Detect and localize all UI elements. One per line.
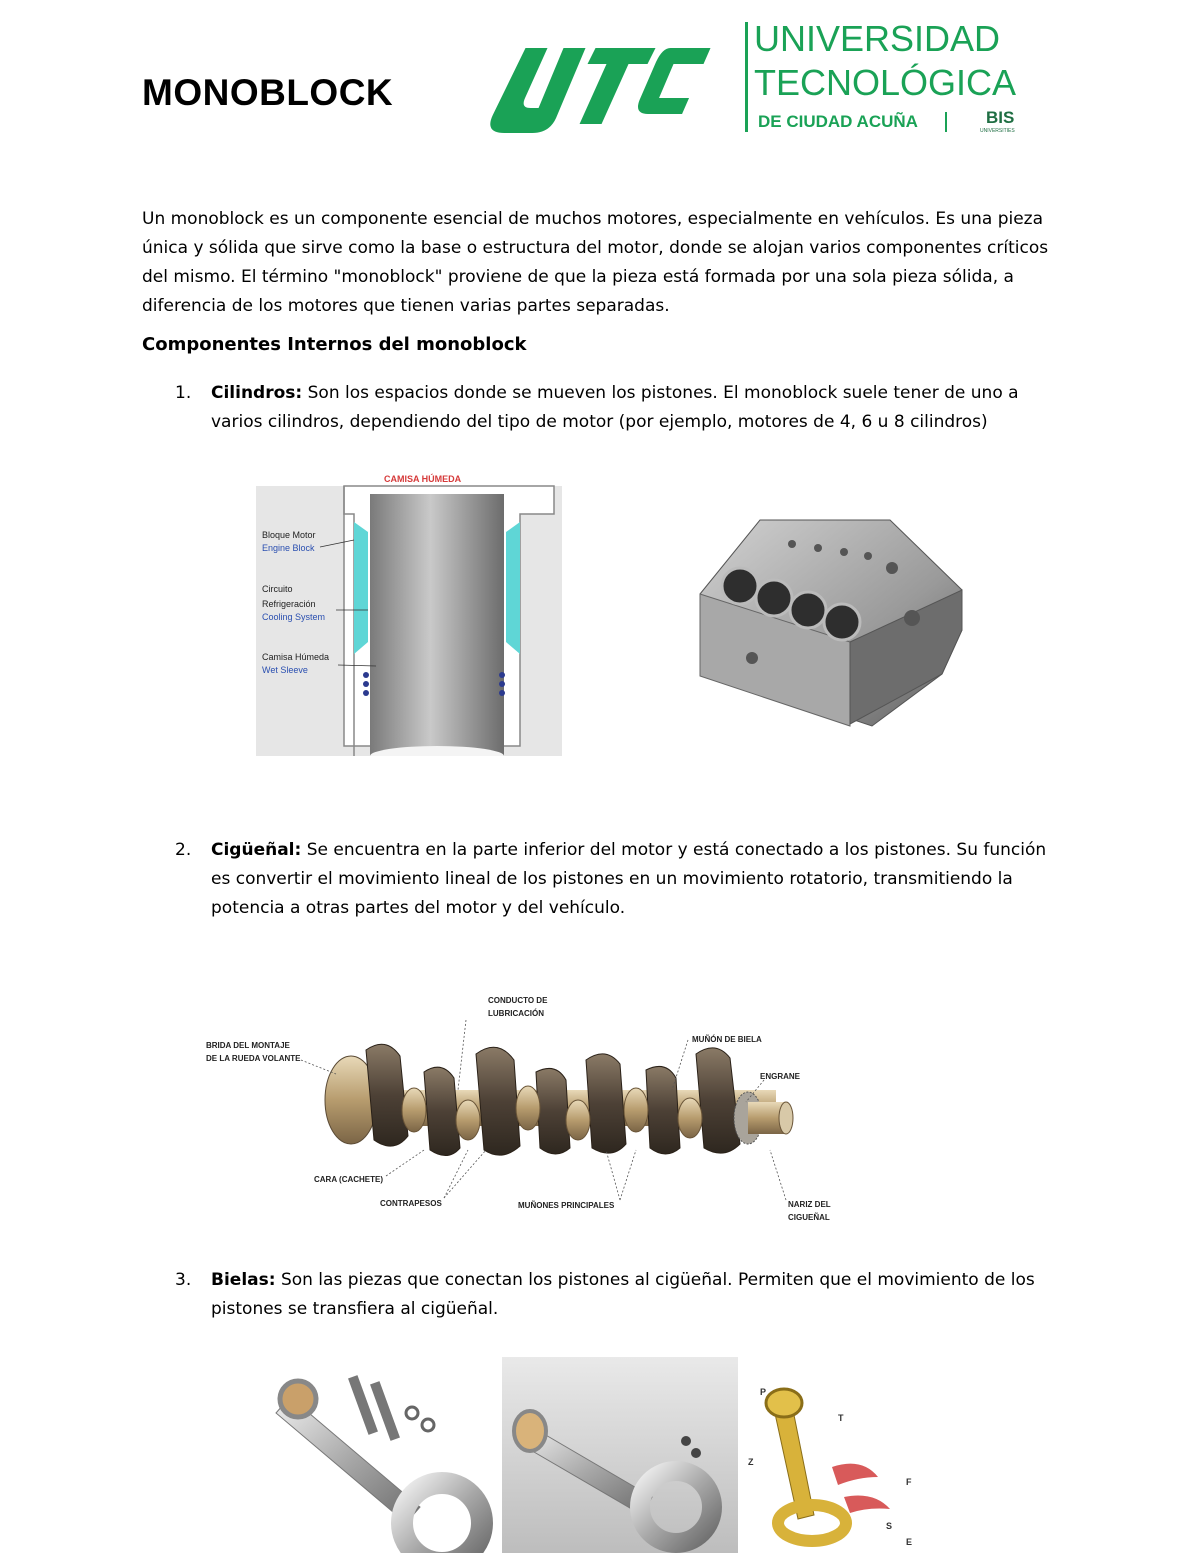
crank-nose-2: CIGUEÑAL bbox=[788, 1213, 830, 1222]
sleeve-wet-en: Wet Sleeve bbox=[262, 665, 308, 675]
rod-label-f: F bbox=[906, 1477, 912, 1487]
intro-paragraph: Un monoblock es un componente esencial de muchos motores, especialmente en vehículos. Es una pieza única y sólida que sirve como la base o estructura del motor, donde se alojan varios componentes críticos del mismo. El término "monoblock" proviene de que la pieza está formada por una sola pieza sólida, a diferencia de los motores que tienen varias partes separadas. bbox=[142, 209, 1049, 316]
sleeve-block-en: Engine Block bbox=[262, 543, 315, 553]
list-number: 3. bbox=[175, 1270, 192, 1290]
list-number: 2. bbox=[175, 840, 192, 860]
crankshaft-diagram bbox=[196, 990, 846, 1230]
section-heading: Componentes Internos del monoblock bbox=[142, 334, 527, 355]
crank-mains: MUÑONES PRINCIPALES bbox=[518, 1201, 615, 1210]
sleeve-cool-es1: Circuito bbox=[262, 584, 293, 594]
crank-gear: ENGRANE bbox=[760, 1072, 801, 1081]
sleeve-wet-es: Camisa Húmeda bbox=[262, 652, 330, 662]
rod-label-z: Z bbox=[748, 1457, 754, 1467]
engine-block-image bbox=[692, 508, 972, 728]
rod-label-e: E bbox=[906, 1537, 913, 1547]
list-term: Cilindros: bbox=[211, 383, 303, 403]
rod-label-p: P bbox=[760, 1387, 767, 1397]
sleeve-block-es: Bloque Motor bbox=[262, 530, 316, 540]
crank-nose-1: NARIZ DEL bbox=[788, 1200, 831, 1209]
crank-conduct-1: CONDUCTO DE bbox=[488, 996, 548, 1005]
crank-counter: CONTRAPESOS bbox=[380, 1199, 442, 1208]
bis-badge: BIS bbox=[986, 108, 1015, 127]
logo-line-ciudad: DE CIUDAD ACUÑA bbox=[758, 112, 918, 131]
university-logo bbox=[488, 18, 1048, 138]
sleeve-cool-es2: Refrigeración bbox=[262, 599, 316, 609]
crank-flange-1: BRIDA DEL MONTAJE bbox=[206, 1041, 290, 1050]
bis-badge-sub: UNIVERSITIES bbox=[980, 128, 1015, 134]
crank-web: CARA (CACHETE) bbox=[314, 1175, 384, 1184]
list-term: Cigüeñal: bbox=[211, 840, 302, 860]
logo-line-universidad: UNIVERSIDAD bbox=[754, 18, 1001, 59]
list-item bbox=[175, 836, 1061, 923]
crank-conduct-2: LUBRICACIÓN bbox=[488, 1009, 544, 1018]
page-title: MONOBLOCK bbox=[142, 72, 394, 113]
connecting-rods-images bbox=[272, 1357, 932, 1553]
crank-pin: MUÑÓN DE BIELA bbox=[692, 1035, 762, 1044]
list-text: Se encuentra en la parte inferior del motor y está conectado a los pistones. Su función es convertir el movimiento lineal de los pistones en un movimiento rotatorio, transmitiendo la potencia a otras partes del motor y del vehículo. bbox=[211, 840, 1047, 918]
sleeve-title: CAMISA HÚMEDA bbox=[384, 474, 462, 484]
utca-logo-mark bbox=[488, 38, 738, 138]
list-text: Son los espacios donde se mueven los pistones. El monoblock suele tener de uno a varios cilindros, dependiendo del tipo de motor (por ejemplo, motores de 4, 6 u 8 cilindros) bbox=[211, 383, 1019, 432]
rod-label-t: T bbox=[838, 1413, 844, 1423]
logo-line-tecnologica: TECNOLÓGICA bbox=[754, 62, 1017, 103]
crank-flange-2: DE LA RUEDA VOLANTE bbox=[206, 1054, 301, 1063]
list-term: Bielas: bbox=[211, 1270, 276, 1290]
rod-label-s: S bbox=[886, 1521, 893, 1531]
wet-sleeve-diagram bbox=[256, 470, 562, 756]
list-number: 1. bbox=[175, 383, 192, 403]
list-text: Son las piezas que conectan los pistones al cigüeñal. Permiten que el movimiento de los pistones se transfiera al cigüeñal. bbox=[211, 1270, 1035, 1319]
list-item bbox=[175, 379, 1061, 437]
sleeve-cool-en: Cooling System bbox=[262, 612, 326, 622]
list-item bbox=[175, 1266, 1061, 1324]
